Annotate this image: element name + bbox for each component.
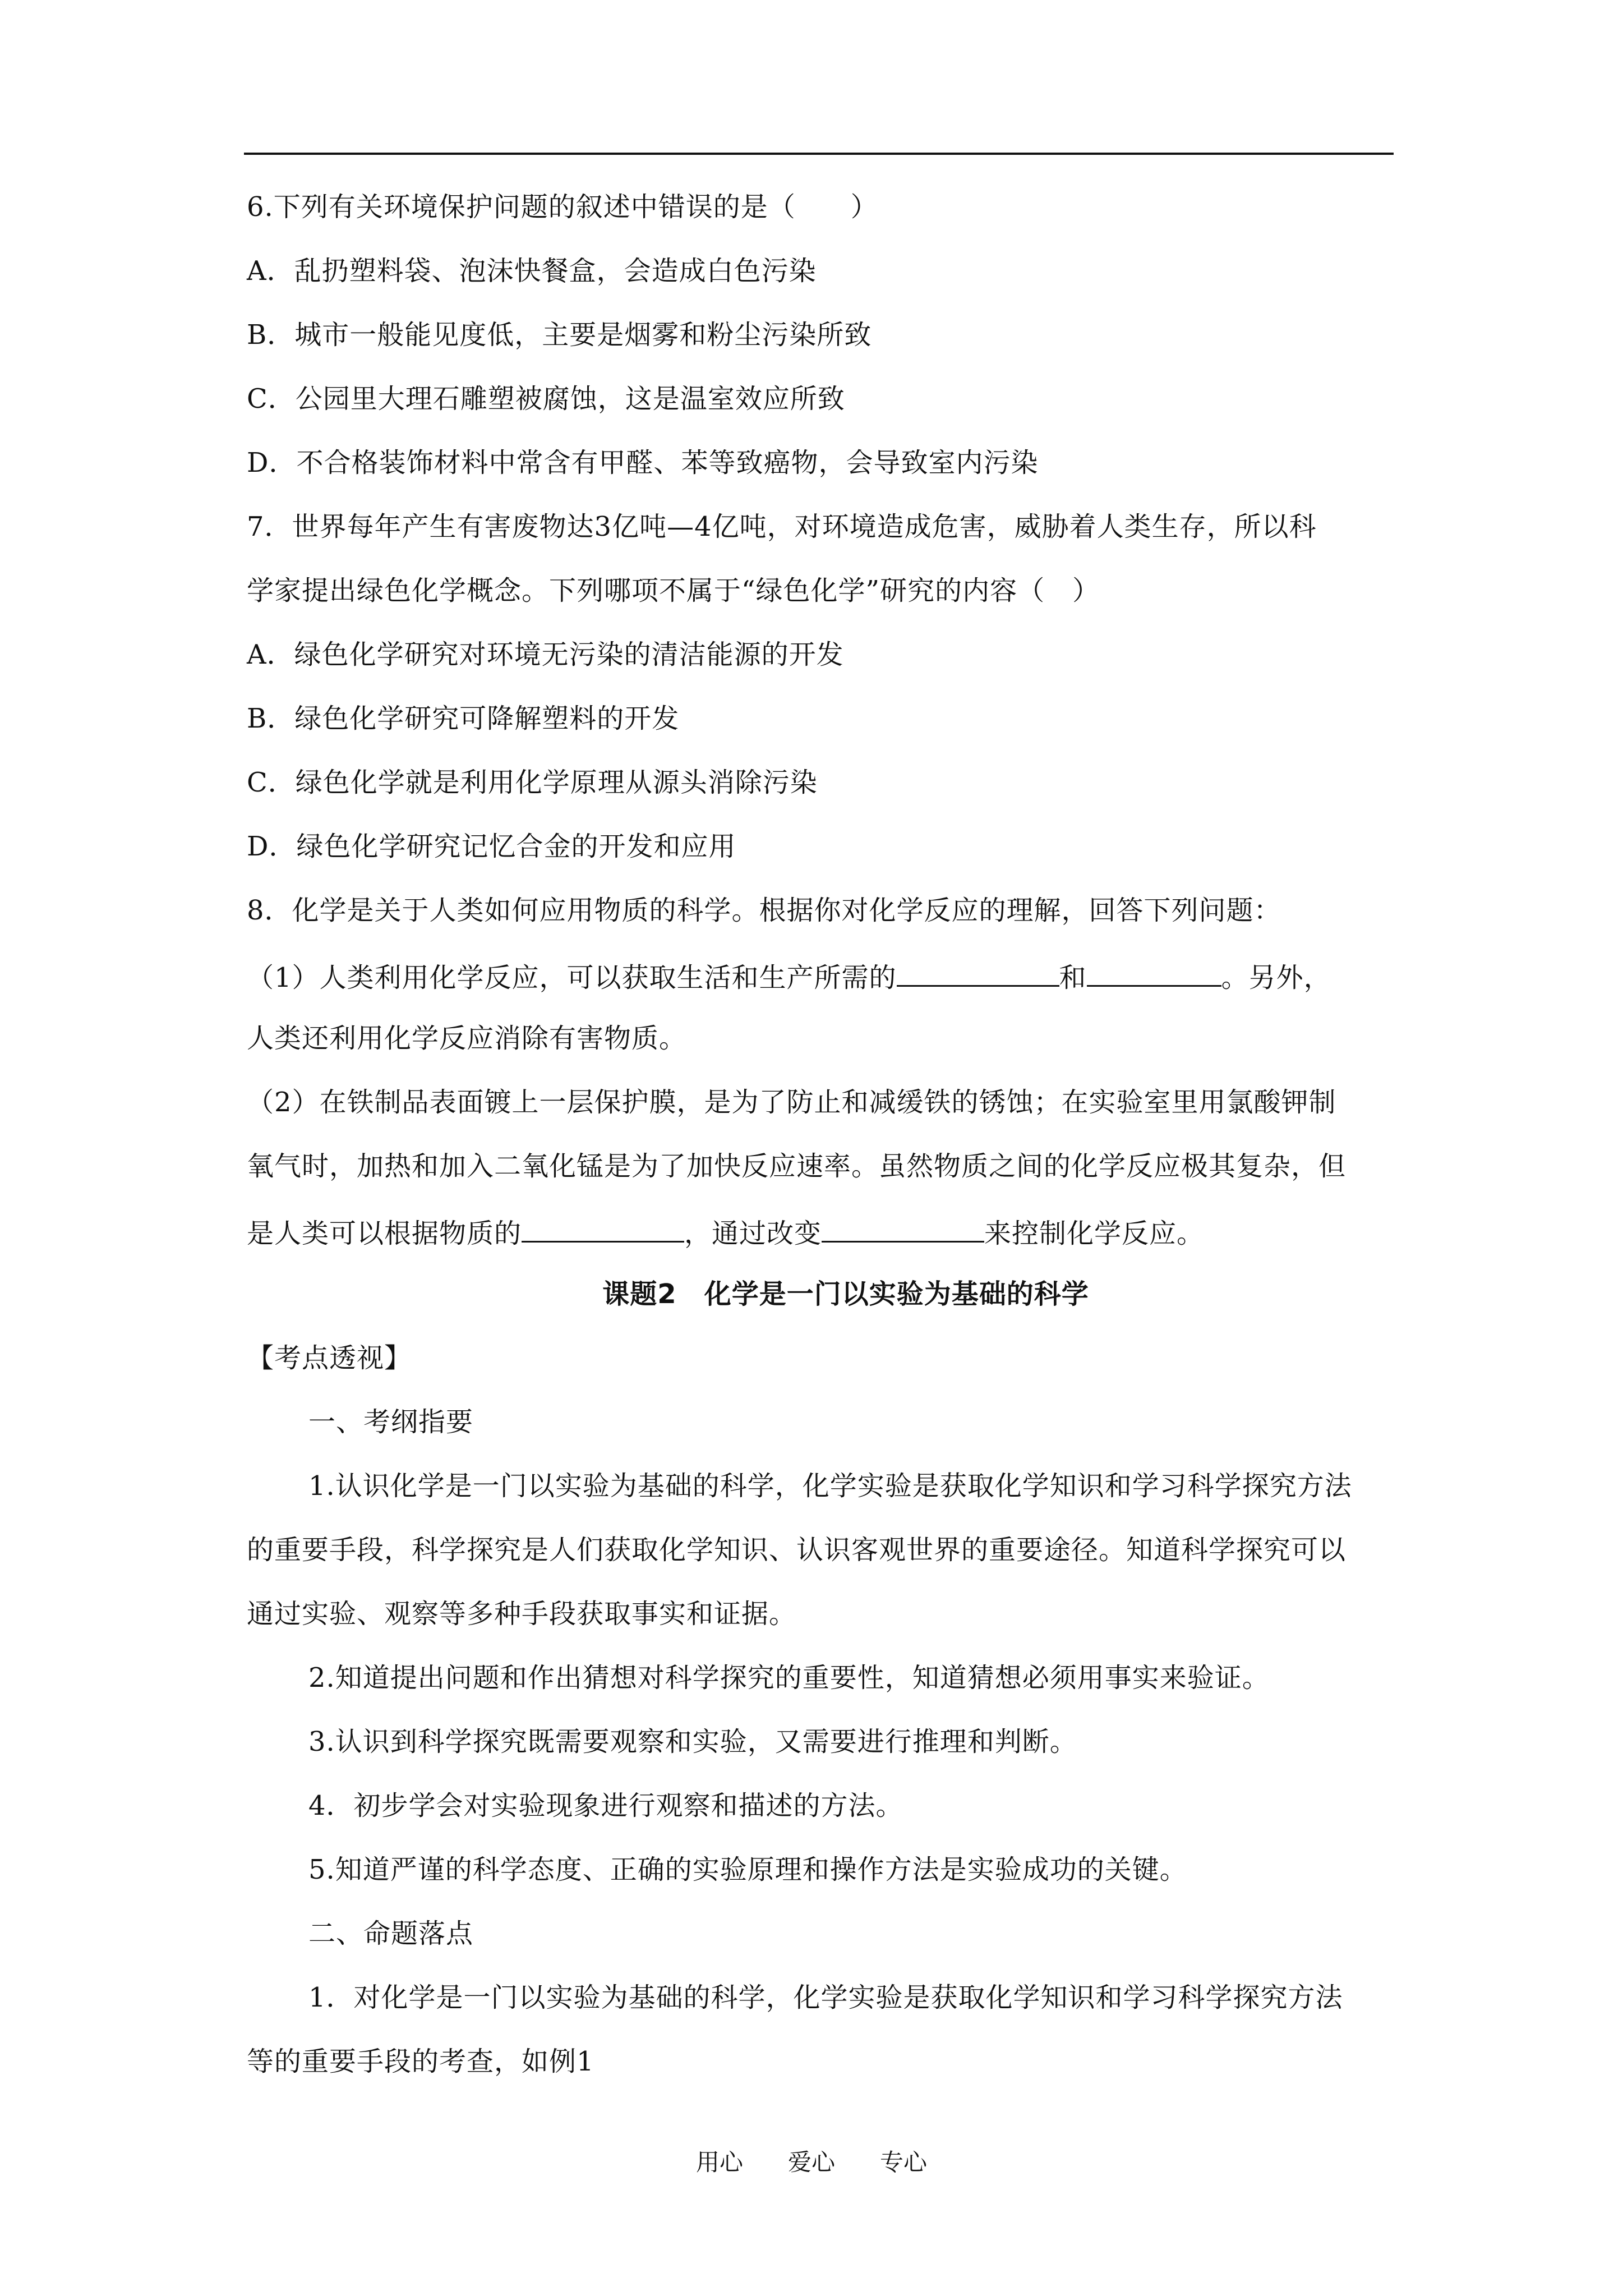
question-8-part1-text-a: （1）人类利用化学反应，可以获取生活和生产所需的 <box>247 962 897 993</box>
document-body <box>247 191 1391 2109</box>
page-footer <box>0 2148 1623 2177</box>
part2-title: 二、命题落点 <box>308 1918 474 1949</box>
question-8-part2-line1: （2）在铁制品表面镀上一层保护膜，是为了防止和减缓铁的锈蚀；在实验室里用氯酸钾制 <box>247 1087 1336 1118</box>
footer-word-1: 用心 <box>695 2148 743 2176</box>
part2-item1-line1: 1．对化学是一门以实验为基础的科学，化学实验是获取化学知识和学习科学探究方法 <box>308 1982 1343 2013</box>
question-7-stem-line1: 7．世界每年产生有害废物达3亿吨—4亿吨，对环境造成危害，威胁着人类生存，所以科 <box>247 511 1317 542</box>
question-8-part1-text-b: 和 <box>1059 962 1087 993</box>
footer-word-3: 专心 <box>880 2148 928 2176</box>
part1-title: 一、考纲指要 <box>308 1406 474 1438</box>
question-6-stem: 6.下列有关环境保护问题的叙述中错误的是（ ） <box>247 191 878 223</box>
part1-item1-line1: 1.认识化学是一门以实验为基础的科学，化学实验是获取化学知识和学习科学探究方法 <box>308 1470 1352 1502</box>
question-8-part2-text-b: ，通过改变 <box>684 1218 822 1249</box>
question-7-option-d: D．绿色化学研究记忆合金的开发和应用 <box>247 831 736 862</box>
header-rule <box>244 153 1394 155</box>
question-7-option-c: C．绿色化学就是利用化学原理从源头消除污染 <box>247 767 818 798</box>
part2-item1-line2: 等的重要手段的考查，如例1 <box>247 2046 594 2077</box>
footer-word-2: 爱心 <box>787 2148 835 2176</box>
question-8-stem: 8．化学是关于人类如何应用物质的科学。根据你对化学反应的理解，回答下列问题： <box>247 895 1281 926</box>
question-8-part1-line1 <box>247 958 1391 991</box>
question-7-option-a: A．绿色化学研究对环境无污染的清洁能源的开发 <box>247 639 844 670</box>
part1-item2: 2.知道提出问题和作出猜想对科学探究的重要性，知道猜想必须用事实来验证。 <box>308 1662 1270 1694</box>
question-8-part2-line3 <box>247 1214 1391 1249</box>
question-8-part2-line2: 氧气时，加热和加入二氧化锰是为了加快反应速率。虽然物质之间的化学反应极其复杂，但 <box>247 1151 1347 1182</box>
question-8-part2-text-a: 是人类可以根据物质的 <box>247 1218 522 1249</box>
lesson-title: 课题2 化学是一门以实验为基础的科学 <box>602 1278 1089 1310</box>
question-6-option-b: B．城市一般能见度低，主要是烟雾和粉尘污染所致 <box>247 319 872 351</box>
answer-blank-1[interactable] <box>897 958 1059 987</box>
question-8-part1-line2: 人类还利用化学反应消除有害物质。 <box>247 1023 687 1054</box>
part1-item1-line2: 的重要手段，科学探究是人们获取化学知识、认识客观世界的重要途径。知道科学探究可以 <box>247 1534 1347 1566</box>
answer-blank-3[interactable] <box>522 1214 684 1243</box>
question-6-option-a: A．乱扔塑料袋、泡沫快餐盒，会造成白色污染 <box>247 255 817 287</box>
part1-item3: 3.认识到科学探究既需要观察和实验，又需要进行推理和判断。 <box>308 1726 1077 1757</box>
question-8-part1-text-c: 。另外， <box>1221 962 1331 993</box>
part1-item5: 5.知道严谨的科学态度、正确的实验原理和操作方法是实验成功的关键。 <box>308 1854 1187 1885</box>
part1-item4: 4．初步学会对实验现象进行观察和描述的方法。 <box>308 1790 903 1821</box>
question-7-option-b: B．绿色化学研究可降解塑料的开发 <box>247 703 680 734</box>
section-label: 【考点透视】 <box>247 1342 412 1374</box>
question-6-option-d: D．不合格装饰材料中常含有甲醛、苯等致癌物，会导致室内污染 <box>247 447 1039 478</box>
question-6-option-c: C．公园里大理石雕塑被腐蚀，这是温室效应所致 <box>247 383 845 415</box>
answer-blank-4[interactable] <box>822 1214 984 1243</box>
part1-item1-line3: 通过实验、观察等多种手段获取事实和证据。 <box>247 1598 797 1630</box>
answer-blank-2[interactable] <box>1087 958 1221 987</box>
question-8-part2-text-c: 来控制化学反应。 <box>984 1218 1205 1249</box>
question-7-stem-line2: 学家提出绿色化学概念。下列哪项不属于“绿色化学”研究的内容（ ） <box>247 575 1100 606</box>
